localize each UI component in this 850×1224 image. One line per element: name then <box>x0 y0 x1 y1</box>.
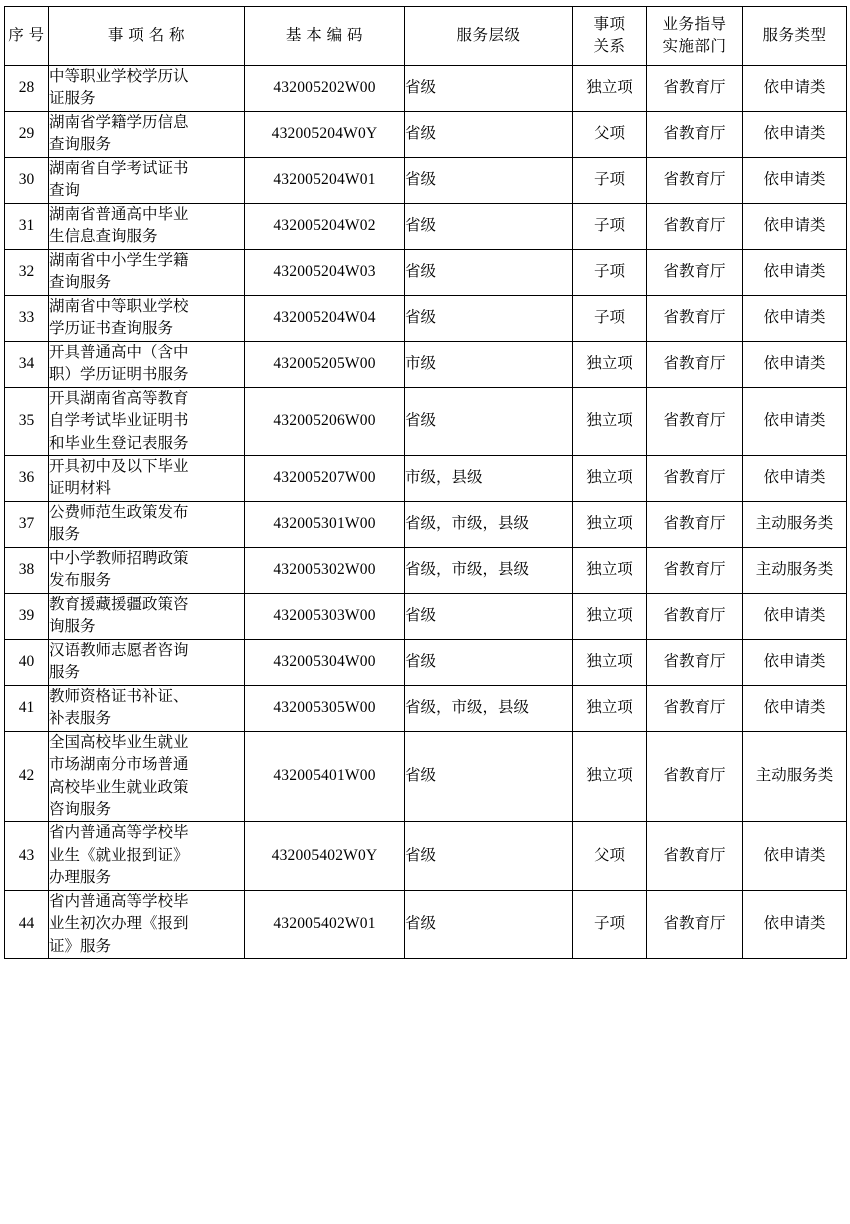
cell-basic-code: 432005305W00 <box>245 685 405 731</box>
cell-department: 省教育厅 <box>647 66 743 112</box>
cell-service-level: 市级，县级 <box>405 455 573 501</box>
table-body <box>5 66 847 959</box>
cell-item-relation: 子项 <box>573 890 647 958</box>
column-header-relation <box>573 7 647 66</box>
table-row <box>5 501 847 547</box>
cell-sequence-number: 42 <box>5 731 49 822</box>
cell-service-level: 省级 <box>405 157 573 203</box>
cell-basic-code: 432005204W0Y <box>245 111 405 157</box>
cell-service-type: 依申请类 <box>743 249 847 295</box>
item-name-line: 发布服务 <box>49 572 112 590</box>
cell-item-relation: 独立项 <box>573 685 647 731</box>
item-name-line: 教师资格证书补证、 <box>49 687 189 705</box>
cell-basic-code: 432005301W00 <box>245 501 405 547</box>
cell-service-level: 省级 <box>405 387 573 455</box>
item-name-line: 学历证书查询服务 <box>49 320 174 338</box>
cell-service-type: 依申请类 <box>743 685 847 731</box>
cell-service-type: 主动服务类 <box>743 501 847 547</box>
cell-item-name <box>49 341 245 387</box>
cell-item-name <box>49 157 245 203</box>
cell-department: 省教育厅 <box>647 593 743 639</box>
cell-item-name <box>49 547 245 593</box>
item-name-line: 查询服务 <box>49 274 112 292</box>
cell-item-name <box>49 66 245 112</box>
item-name-line: 证明材料 <box>49 480 112 498</box>
cell-service-level: 省级 <box>405 731 573 822</box>
table-row <box>5 249 847 295</box>
cell-service-level: 省级 <box>405 249 573 295</box>
cell-item-name <box>49 731 245 822</box>
cell-sequence-number: 32 <box>5 249 49 295</box>
item-name-line: 教育援藏援疆政策咨 <box>49 595 189 613</box>
column-header-text: 事 项 名 称 <box>107 26 186 44</box>
cell-item-name <box>49 387 245 455</box>
item-name-line: 查询 <box>49 182 81 200</box>
cell-sequence-number: 40 <box>5 639 49 685</box>
cell-basic-code: 432005401W00 <box>245 731 405 822</box>
table-row <box>5 822 847 890</box>
item-name-line: 高校毕业生就业政策 <box>49 778 189 796</box>
cell-service-type: 主动服务类 <box>743 547 847 593</box>
cell-department: 省教育厅 <box>647 685 743 731</box>
cell-basic-code: 432005204W03 <box>245 249 405 295</box>
cell-basic-code: 432005402W01 <box>245 890 405 958</box>
cell-service-level: 省级 <box>405 593 573 639</box>
item-name-line: 服务 <box>49 526 81 544</box>
item-name-line: 证服务 <box>49 90 96 108</box>
cell-basic-code: 432005303W00 <box>245 593 405 639</box>
item-name-line: 湖南省普通高中毕业 <box>49 205 189 223</box>
cell-department: 省教育厅 <box>647 731 743 822</box>
item-name-line: 湖南省自学考试证书 <box>49 159 189 177</box>
column-header-type <box>743 7 847 66</box>
column-header-text: 事项 <box>593 15 626 33</box>
cell-basic-code: 432005304W00 <box>245 639 405 685</box>
cell-department: 省教育厅 <box>647 822 743 890</box>
column-header-text: 基 本 编 码 <box>285 26 364 44</box>
item-name-line: 开具初中及以下毕业 <box>49 457 189 475</box>
cell-department: 省教育厅 <box>647 203 743 249</box>
item-name-line: 查询服务 <box>49 136 112 154</box>
cell-item-relation: 子项 <box>573 249 647 295</box>
cell-service-type: 依申请类 <box>743 890 847 958</box>
table-row <box>5 341 847 387</box>
cell-item-name <box>49 685 245 731</box>
cell-service-level: 省级 <box>405 203 573 249</box>
item-name-line: 和毕业生登记表服务 <box>49 434 189 452</box>
column-header-seq <box>5 7 49 66</box>
item-name-line: 省内普通高等学校毕 <box>49 892 189 910</box>
table-row <box>5 639 847 685</box>
cell-item-relation: 子项 <box>573 157 647 203</box>
table-row <box>5 455 847 501</box>
cell-item-name <box>49 455 245 501</box>
item-name-line: 生信息查询服务 <box>49 228 158 246</box>
cell-sequence-number: 28 <box>5 66 49 112</box>
cell-basic-code: 432005302W00 <box>245 547 405 593</box>
cell-service-level: 省级，市级，县级 <box>405 547 573 593</box>
cell-item-relation: 独立项 <box>573 593 647 639</box>
service-items-table <box>4 6 847 959</box>
cell-service-level: 省级 <box>405 890 573 958</box>
cell-item-relation: 独立项 <box>573 387 647 455</box>
cell-item-name <box>49 593 245 639</box>
item-name-line: 咨询服务 <box>49 801 112 818</box>
cell-department: 省教育厅 <box>647 341 743 387</box>
cell-basic-code: 432005204W02 <box>245 203 405 249</box>
cell-basic-code: 432005207W00 <box>245 455 405 501</box>
item-name-line: 开具普通高中（含中 <box>49 343 189 361</box>
item-name-line: 补表服务 <box>49 710 112 728</box>
cell-department: 省教育厅 <box>647 295 743 341</box>
cell-service-level: 省级 <box>405 66 573 112</box>
cell-item-relation: 独立项 <box>573 455 647 501</box>
cell-department: 省教育厅 <box>647 157 743 203</box>
item-name-line: 中等职业学校学历认 <box>49 68 189 85</box>
column-header-text: 业务指导 <box>662 15 727 33</box>
cell-item-relation: 独立项 <box>573 639 647 685</box>
cell-service-type: 依申请类 <box>743 157 847 203</box>
cell-service-type: 依申请类 <box>743 66 847 112</box>
table-row <box>5 731 847 822</box>
cell-item-name <box>49 111 245 157</box>
cell-department: 省教育厅 <box>647 387 743 455</box>
cell-sequence-number: 43 <box>5 822 49 890</box>
cell-sequence-number: 37 <box>5 501 49 547</box>
item-name-line: 询服务 <box>49 618 96 636</box>
cell-sequence-number: 35 <box>5 387 49 455</box>
table-header-row <box>5 7 847 66</box>
column-header-text: 服务层级 <box>456 26 521 44</box>
cell-service-type: 依申请类 <box>743 639 847 685</box>
cell-service-type: 主动服务类 <box>743 731 847 822</box>
cell-service-level: 省级 <box>405 822 573 890</box>
cell-basic-code: 432005202W00 <box>245 66 405 112</box>
cell-item-relation: 独立项 <box>573 66 647 112</box>
column-header-level <box>405 7 573 66</box>
table-row <box>5 111 847 157</box>
cell-basic-code: 432005402W0Y <box>245 822 405 890</box>
column-header-code <box>245 7 405 66</box>
item-name-line: 湖南省学籍学历信息 <box>49 113 189 131</box>
cell-item-name <box>49 890 245 958</box>
cell-service-type: 依申请类 <box>743 111 847 157</box>
cell-department: 省教育厅 <box>647 547 743 593</box>
cell-service-level: 省级 <box>405 295 573 341</box>
cell-sequence-number: 31 <box>5 203 49 249</box>
cell-service-type: 依申请类 <box>743 341 847 387</box>
item-name-line: 职）学历证明书服务 <box>49 366 189 384</box>
column-header-text: 关系 <box>593 38 626 55</box>
cell-sequence-number: 30 <box>5 157 49 203</box>
cell-item-relation: 独立项 <box>573 341 647 387</box>
cell-item-relation: 子项 <box>573 295 647 341</box>
cell-item-relation: 独立项 <box>573 547 647 593</box>
table-row <box>5 157 847 203</box>
item-name-line: 湖南省中等职业学校 <box>49 297 189 315</box>
table-row <box>5 203 847 249</box>
item-name-line: 全国高校毕业生就业 <box>49 733 189 751</box>
table-row <box>5 593 847 639</box>
cell-item-relation: 独立项 <box>573 501 647 547</box>
cell-department: 省教育厅 <box>647 890 743 958</box>
cell-department: 省教育厅 <box>647 249 743 295</box>
cell-service-type: 依申请类 <box>743 295 847 341</box>
column-header-department <box>647 7 743 66</box>
table-row <box>5 547 847 593</box>
cell-item-name <box>49 249 245 295</box>
cell-item-name <box>49 639 245 685</box>
cell-basic-code: 432005204W01 <box>245 157 405 203</box>
cell-service-level: 市级 <box>405 341 573 387</box>
table-row <box>5 685 847 731</box>
cell-item-name <box>49 822 245 890</box>
cell-service-type: 依申请类 <box>743 455 847 501</box>
cell-item-relation: 父项 <box>573 111 647 157</box>
cell-item-relation: 独立项 <box>573 731 647 822</box>
cell-department: 省教育厅 <box>647 111 743 157</box>
cell-sequence-number: 34 <box>5 341 49 387</box>
column-header-text: 序 号 <box>8 26 45 44</box>
item-name-line: 中小学教师招聘政策 <box>49 549 189 567</box>
cell-basic-code: 432005206W00 <box>245 387 405 455</box>
table-row <box>5 295 847 341</box>
cell-sequence-number: 36 <box>5 455 49 501</box>
cell-item-name <box>49 501 245 547</box>
cell-service-type: 依申请类 <box>743 387 847 455</box>
item-name-line: 服务 <box>49 664 81 682</box>
cell-item-name <box>49 295 245 341</box>
item-name-line: 市场湖南分市场普通 <box>49 756 189 774</box>
item-name-line: 业生初次办理《报到 <box>49 915 189 933</box>
item-name-line: 汉语教师志愿者咨询 <box>49 641 189 659</box>
cell-sequence-number: 33 <box>5 295 49 341</box>
item-name-line: 湖南省中小学生学籍 <box>49 251 189 269</box>
cell-sequence-number: 44 <box>5 890 49 958</box>
cell-item-relation: 父项 <box>573 822 647 890</box>
cell-sequence-number: 41 <box>5 685 49 731</box>
cell-service-level: 省级，市级，县级 <box>405 685 573 731</box>
cell-sequence-number: 29 <box>5 111 49 157</box>
table-row <box>5 66 847 112</box>
cell-department: 省教育厅 <box>647 501 743 547</box>
cell-department: 省教育厅 <box>647 639 743 685</box>
cell-department: 省教育厅 <box>647 455 743 501</box>
column-header-text: 服务类型 <box>762 26 827 44</box>
cell-basic-code: 432005204W04 <box>245 295 405 341</box>
cell-service-level: 省级，市级，县级 <box>405 501 573 547</box>
cell-item-name <box>49 203 245 249</box>
table-header <box>5 7 847 66</box>
item-name-line: 办理服务 <box>49 869 112 887</box>
item-name-line: 省内普通高等学校毕 <box>49 824 189 842</box>
item-name-line: 开具湖南省高等教育 <box>49 389 189 407</box>
column-header-text: 实施部门 <box>662 38 727 55</box>
table-row <box>5 387 847 455</box>
cell-item-relation: 子项 <box>573 203 647 249</box>
cell-service-level: 省级 <box>405 111 573 157</box>
cell-service-type: 依申请类 <box>743 203 847 249</box>
column-header-name <box>49 7 245 66</box>
item-name-line: 业生《就业报到证》 <box>49 846 189 864</box>
item-name-line: 自学考试毕业证明书 <box>49 412 189 430</box>
table-row <box>5 890 847 958</box>
item-name-line: 证》服务 <box>49 937 112 955</box>
cell-service-level: 省级 <box>405 639 573 685</box>
item-name-line: 公费师范生政策发布 <box>49 503 189 521</box>
cell-sequence-number: 39 <box>5 593 49 639</box>
cell-service-type: 依申请类 <box>743 593 847 639</box>
cell-sequence-number: 38 <box>5 547 49 593</box>
cell-basic-code: 432005205W00 <box>245 341 405 387</box>
cell-service-type: 依申请类 <box>743 822 847 890</box>
